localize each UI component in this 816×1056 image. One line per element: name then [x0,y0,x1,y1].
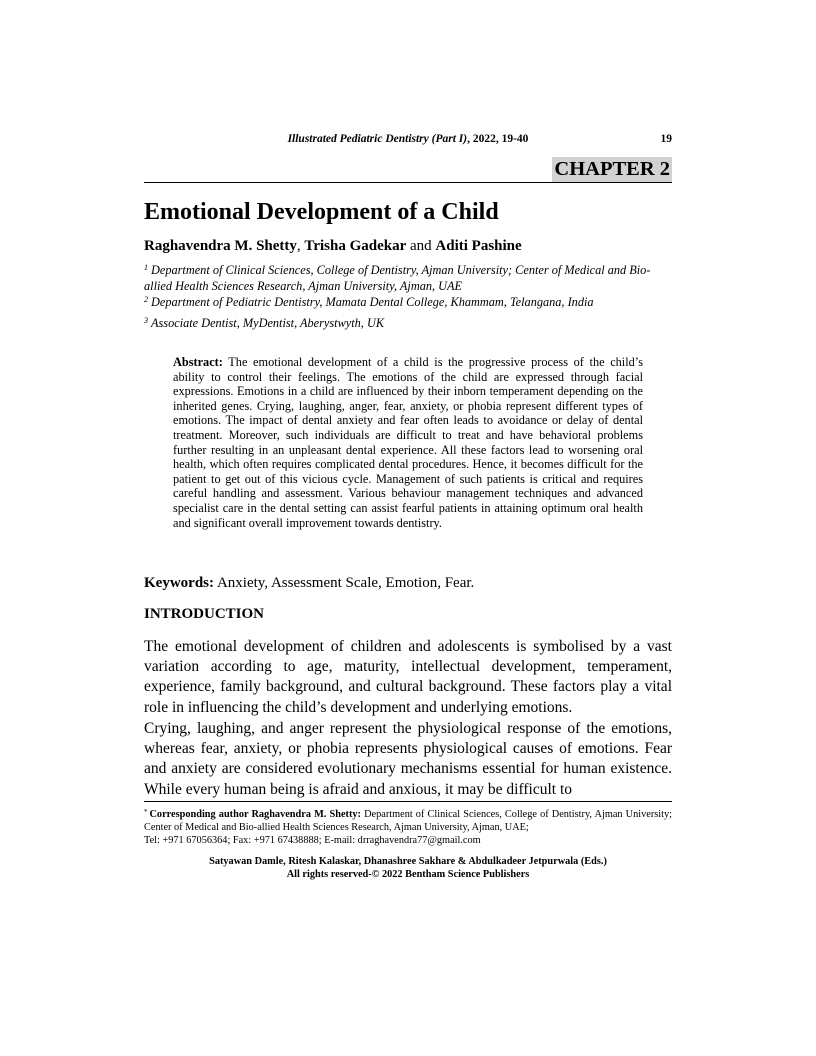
keywords-text: Anxiety, Assessment Scale, Emotion, Fear. [216,575,475,591]
author-list: Raghavendra M. Shetty, Trisha Gadekar and Aditi Pashine [144,238,522,254]
footnote-contact: Tel: +971 67056364; Fax: +971 67438888; E-mail: drraghavendra77@gmail.com [144,835,481,846]
corresponding-author-footnote [144,806,672,847]
affiliation-text: Department of Pediatric Dentistry, Mamata Dental College, Khammam, Telangana, India [151,295,594,309]
affiliation-marker: 3 [144,316,148,325]
affiliation-3 [144,313,672,331]
section-heading-introduction: INTRODUCTION [144,606,265,622]
affiliation-marker: 2 [144,295,148,304]
chapter-label: CHAPTER 2 [554,158,670,180]
author-name: Aditi Pashine [435,238,522,254]
abstract [173,355,643,530]
journal-name: Illustrated Pediatric Dentistry (Part I) [287,133,468,145]
rights-line: All rights reserved-© 2022 Bentham Science Publishers [286,869,530,880]
abstract-label: Abstract: [173,355,223,369]
journal-citation [144,133,672,145]
body-paragraph: Crying, laughing, and anger represent the physiological response of the emotions, whereas fear, anxiety, or phobia represents physiological causes of emotions. Fear and anxiety are considered evolutionary mechanisms essential for human existence. While every human being is afraid and anxious, it may be difficult to [144,720,672,798]
journal-year-pages: , 2022, 19-40 [467,133,529,145]
author-name: Raghavendra M. Shetty [144,238,297,254]
publisher-info [144,855,672,881]
author-name: Trisha Gadekar [304,238,407,254]
keywords-label: Keywords: [144,575,214,591]
affiliation-2 [144,292,672,310]
affiliation-text: Associate Dentist, MyDentist, Aberystwyth, UK [151,316,385,330]
footnote-divider [144,801,672,802]
chapter-band [144,157,672,183]
footnote-marker: * [144,808,148,816]
affiliation-marker: 1 [144,263,148,272]
body-paragraph: The emotional development of children and adolescents is symbolised by a vast variation according to age, maturity, intellectual development, temperament, experience, family background, and cultural background. These factors play a vital role in influencing the child’s development and underlying emotions. [144,638,672,716]
author-connector: and [410,238,432,254]
keywords [144,573,672,593]
running-header [144,133,672,149]
article-title: Emotional Development of a Child [144,199,499,225]
footnote-text: Department of Clinical Sciences, College of Dentistry, Ajman University; Center of Medical and Bio-allied Health Sciences Research, Ajman University, Ajman, UAE; [144,809,673,833]
page-number: 19 [660,133,672,145]
abstract-text: The emotional development of a child is the progressive process of the child’s ability to control their feelings. The emotions of the child are expressed through facial expressions. Emotions in a child are influenced by their inborn temperament depending on the inherited genes. Crying, laughing, anger, fear, anxiety, or phobia represent different types of emotions. The impact of dental anxiety and fear often leads to avoidance or delay of dental treatment. Moreover, such individuals are difficult to treat and have behavioral problems further resulting in an unpleasant dental experience. All these factors lead to worsening oral health, which often requires complicated dental procedures. Hence, it becomes difficult for the patient to get out of this vicious cycle. Management of such patients is critical and requires careful handling and assessment. Various behaviour management techniques and advanced specialist care in the dental setting can assist fearful patients in attaining optimum oral health and significant overall improvement towards dentistry. [173,355,643,530]
affiliation-1 [144,260,672,294]
footnote-label: Corresponding author Raghavendra M. Shetty: [149,809,361,820]
editors-line: Satyawan Damle, Ritesh Kalaskar, Dhanashree Sakhare & Abdulkadeer Jetpurwala (Eds.) [209,856,607,867]
affiliation-text: Department of Clinical Sciences, College of Dentistry, Ajman University; Center of Medical and Bio-allied Health Sciences Research, Ajman University, Ajman, UAE [144,263,651,293]
